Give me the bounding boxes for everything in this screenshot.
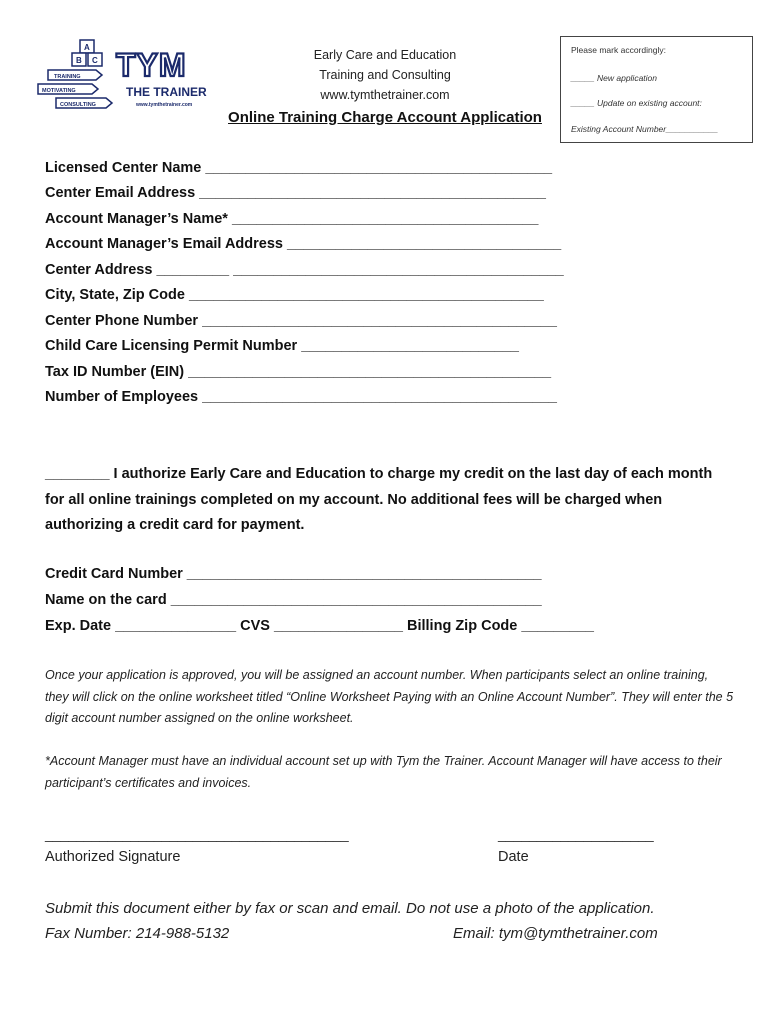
center-email-address-field[interactable]: Center Email Address ___________________________________________ [45,185,546,201]
submit-instructions: Submit this document either by fax or scan and email. Do not use a photo of the application. [45,900,655,917]
tym-the-trainer-logo [34,36,224,116]
authorized-signature-label: Authorized Signature [45,849,181,865]
account-manager-name-field[interactable]: Account Manager’s Name* ______________________________________ [45,211,539,227]
licensed-center-name-field[interactable]: Licensed Center Name ___________________________________________ [45,160,553,176]
logo-arrow-training: TRAINING [54,74,81,80]
logo-arrow-consulting: CONSULTING [60,102,96,108]
logo-block-a: A [84,43,90,52]
name-on-card-field[interactable]: Name on the card ______________________________________________ [45,592,542,608]
option-new-application[interactable]: _____ New application [571,73,658,83]
logo-block-b: B [76,56,82,65]
date-label: Date [498,849,529,865]
city-state-zip-field[interactable]: City, State, Zip Code ____________________________________________ [45,287,544,303]
exp-cvs-zip-fields[interactable]: Exp. Date _______________ CVS ________________ Billing Zip Code _________ [45,618,594,634]
tax-id-number-field[interactable]: Tax ID Number (EIN) _____________________________________________ [45,364,552,380]
account-manager-note: *Account Manager must have an individual account set up with Tym the Trainer. Account Manager will have access to their participant’s certificates and invoices. [45,754,722,790]
number-of-employees-field[interactable]: Number of Employees ____________________________________________ [45,389,557,405]
logo-block-c: C [92,56,98,65]
header-line-2: Training and Consulting [319,68,451,82]
header-line-1: Early Care and Education [313,48,457,62]
logo-arrow-motivating: MOTIVATING [42,88,76,94]
date-line[interactable]: ____________________ [498,826,654,842]
signature-line[interactable]: _______________________________________ [45,826,349,842]
center-address-field[interactable]: Center Address _________ _________________________________________ [45,262,564,278]
form-title: Online Training Charge Account Application [228,109,542,126]
approval-note: Once your application is approved, you will be assigned an account number. When participants select an online training, they will click on the online worksheet titled “Online Worksheet Paying with an Online Account Number”. They will enter the 5 digit account number assigned on the online worksheet. [45,668,734,725]
logo-subname: THE TRAINER [126,85,207,99]
credit-card-number-field[interactable]: Credit Card Number ____________________________________________ [45,566,542,582]
mark-accordingly-box [560,36,753,143]
header-website: www.tymthetrainer.com [320,88,450,102]
logo-url: www.tymthetrainer.com [136,102,193,108]
existing-account-number-field[interactable]: Existing Account Number___________ [571,124,719,134]
licensing-permit-number-field[interactable]: Child Care Licensing Permit Number ___________________________ [45,338,519,354]
option-update-existing-account[interactable]: _____ Update on existing account: [571,98,702,108]
email-address: Email: tym@tymthetrainer.com [453,925,658,942]
logo-name: TYM [116,47,187,83]
mark-box-heading: Please mark accordingly: [571,45,666,55]
center-phone-number-field[interactable]: Center Phone Number ____________________________________________ [45,313,557,329]
fax-number: Fax Number: 214-988-5132 [45,925,230,942]
account-manager-email-field[interactable]: Account Manager’s Email Address __________________________________ [45,236,562,252]
authorization-statement[interactable]: ________ I authorize Early Care and Education to charge my credit on the last day of each month for all online trainings completed on my account. No additional fees will be charged when authorizing a credit card for payment. [45,466,713,533]
